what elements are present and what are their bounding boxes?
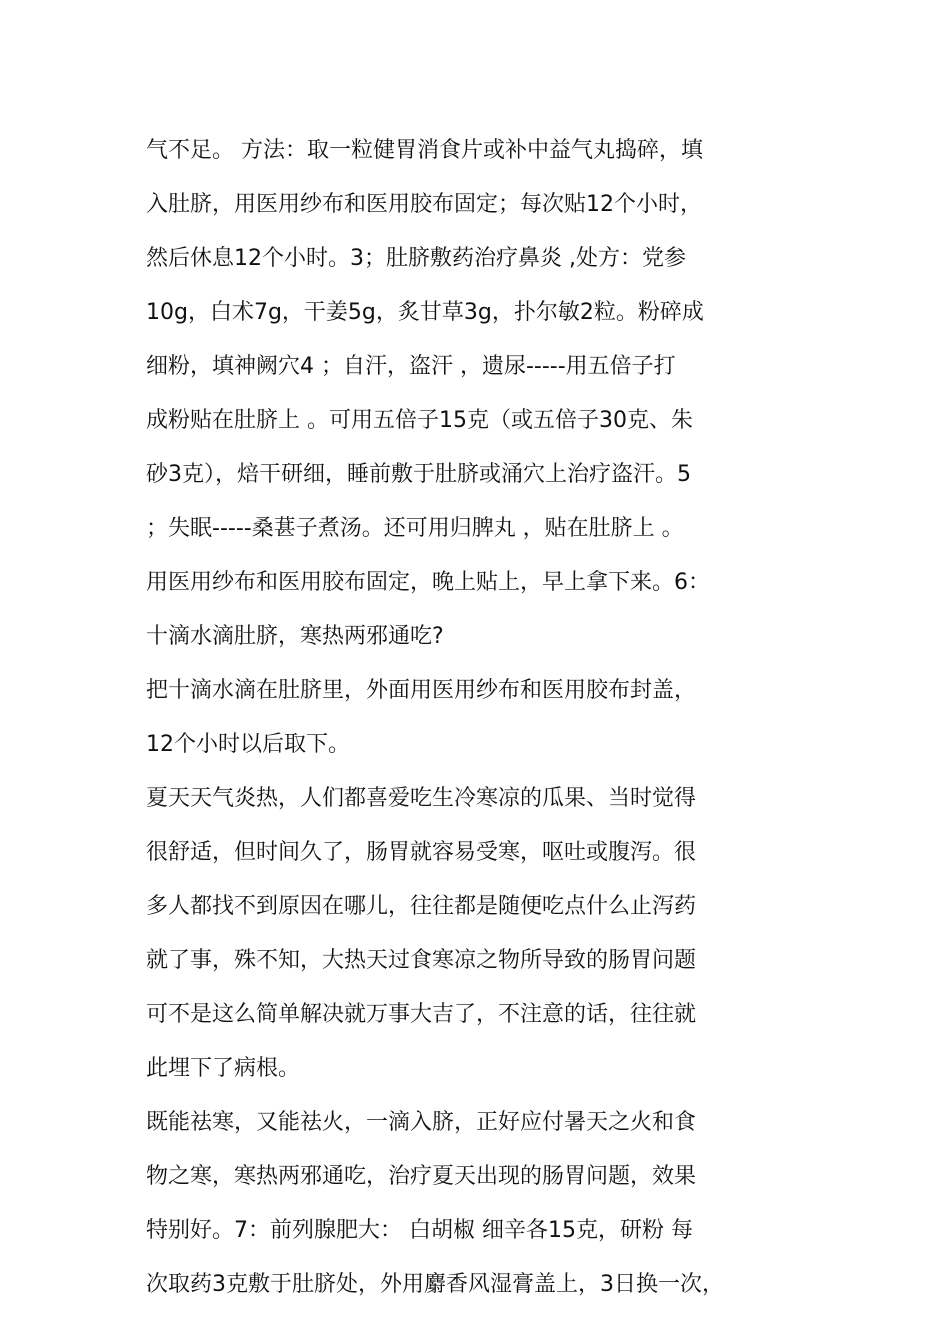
body-text [146,124,816,1312]
text-line: 既能祛寒，又能祛火，一滴入脐，正好应付暑天之火和食 [146,1110,697,1135]
text-line: 12个小时以后取下。 [146,732,350,757]
text-line: 十滴水滴肚脐，寒热两邪通吃? [146,624,444,649]
text-line: 然后休息12个小时。3；肚脐敷药治疗鼻炎 ,处方：党参 [146,246,686,271]
text-line: 砂3克），焙干研细，睡前敷于肚脐或涌穴上治疗盗汗。5 [146,462,691,487]
text-line: 成粉贴在肚脐上 。可用五倍子15克（或五倍子30克、朱 [146,408,693,433]
text-line: 把十滴水滴在肚脐里，外面用医用纱布和医用胶布封盖， [146,678,697,703]
text-line: 入肚脐，用医用纱布和医用胶布固定；每次贴12个小时， [146,192,702,217]
text-line: 气不足。 方法：取一粒健胃消食片或补中益气丸捣碎，填 [146,138,703,163]
text-line: 多人都找不到原因在哪儿，往往都是随便吃点什么止泻药 [146,894,697,919]
text-line: ；失眠-----桑葚子煮汤。还可用归脾丸 ，贴在肚脐上 。 [146,516,684,541]
text-line: 次取药3克敷于肚脐处，外用麝香风湿膏盖上，3日换一次， [146,1272,724,1297]
text-line: 就了事，殊不知，大热天过食寒凉之物所导致的肠胃问题 [146,948,697,973]
text-line: 10g，白术7g，干姜5g，炙甘草3g，扑尔敏2粒。粉碎成 [146,300,704,325]
text-line: 用医用纱布和医用胶布固定，晚上贴上，早上拿下来。6： [146,570,710,595]
text-line: 夏天天气炎热，人们都喜爱吃生冷寒凉的瓜果、当时觉得 [146,786,697,811]
text-line: 此埋下了病根。 [146,1056,301,1081]
text-line: 很舒适，但时间久了，肠胃就容易受寒，呕吐或腹泻。很 [146,840,697,865]
text-line: 可不是这么简单解决就万事大吉了，不注意的话，往往就 [146,1002,697,1027]
text-line: 细粉，填神阙穴4 ；自汗，盗汗 ，遗尿-----用五倍子打 [146,354,676,379]
text-line: 物之寒，寒热两邪通吃，治疗夏天出现的肠胃问题，效果 [146,1164,697,1189]
text-line: 特别好。7：前列腺肥大： 白胡椒 细辛各15克，研粉 每 [146,1218,693,1243]
